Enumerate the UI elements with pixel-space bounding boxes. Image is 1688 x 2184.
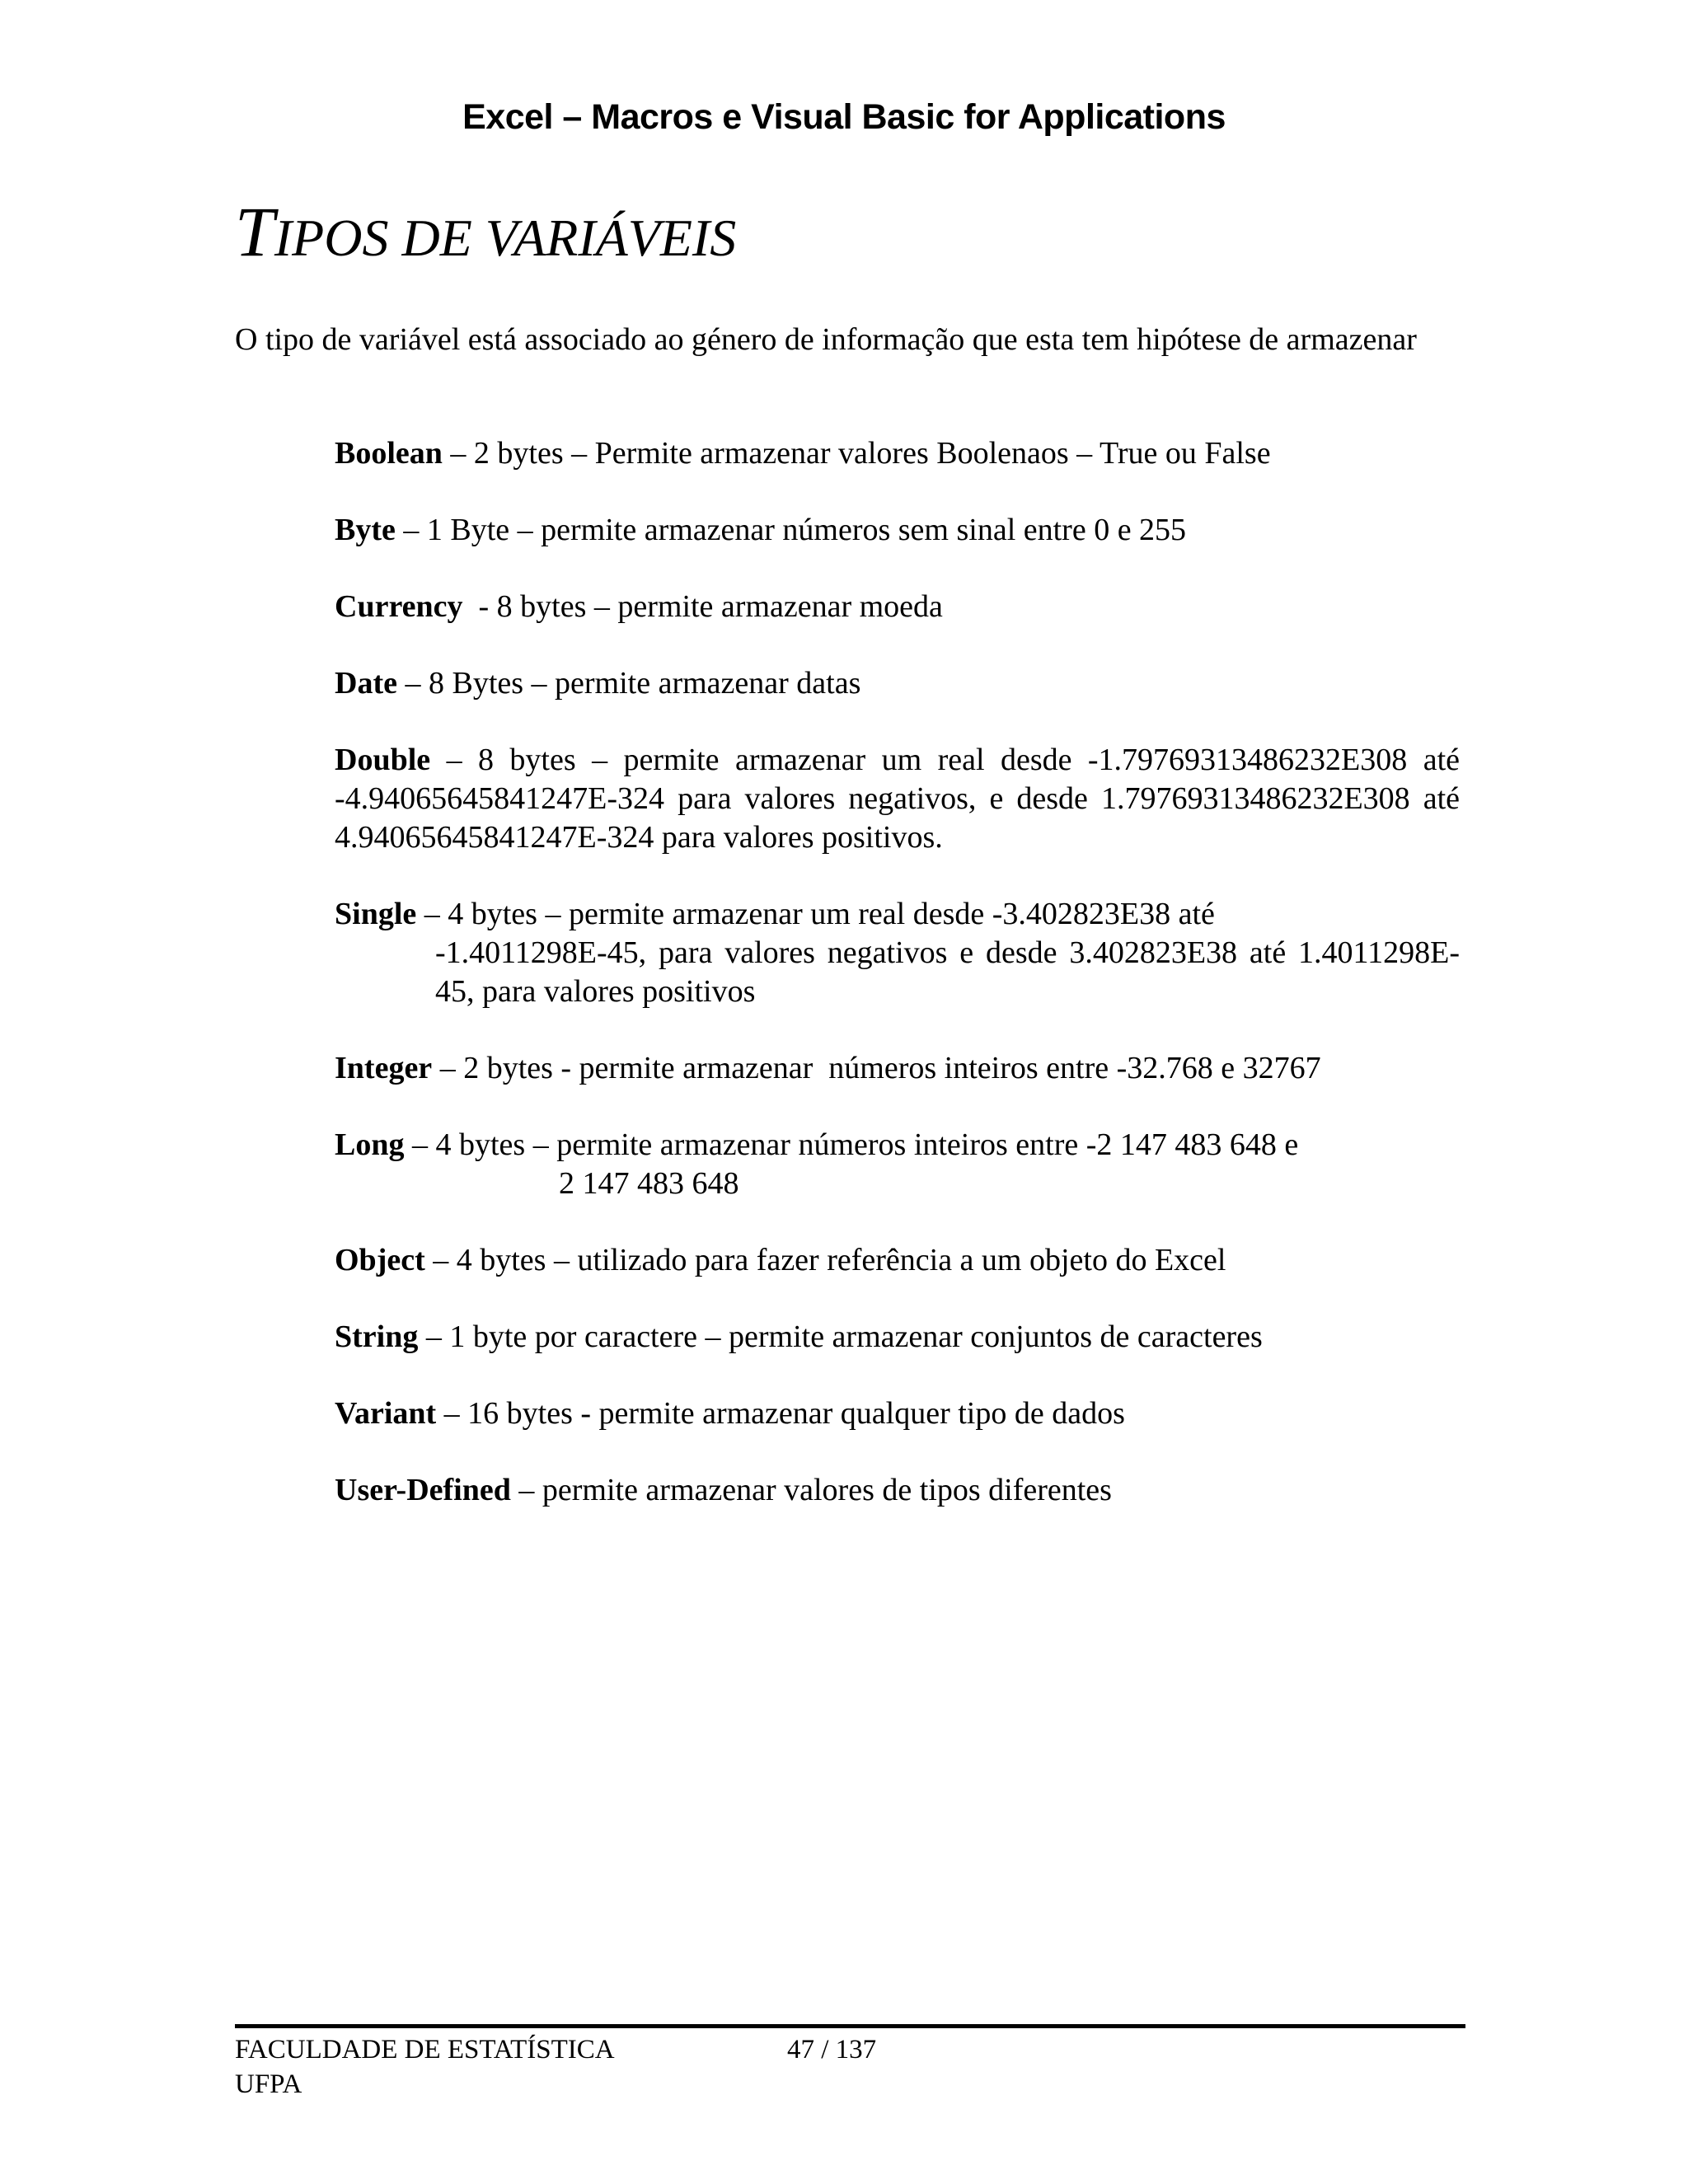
- section-title-rest: IPOS DE VARIÁVEIS: [274, 209, 737, 267]
- type-description-continued: 2 147 483 648: [559, 1166, 739, 1201]
- type-variant: [335, 1394, 1460, 1433]
- type-description: – 1 byte por caractere – permite armazenar conjuntos de caracteres: [418, 1319, 1263, 1354]
- type-name: String: [335, 1319, 419, 1354]
- variable-type-list: [335, 434, 1460, 1548]
- footer-divider: [235, 2024, 1465, 2028]
- type-description: – 16 bytes - permite armazenar qualquer tipo de dados: [436, 1396, 1125, 1431]
- type-name: Byte: [335, 513, 396, 547]
- section-title-initial: T: [235, 192, 274, 271]
- type-boolean: [335, 434, 1460, 473]
- type-description-continued: -1.4011298E-45, para valores negativos e desde 3.402823E38 até 1.4011298E-45, para valores positivos: [435, 935, 1460, 1009]
- type-name: Double: [335, 743, 431, 777]
- type-description: - 8 bytes – permite armazenar moeda: [462, 589, 943, 624]
- footer-university: UFPA: [235, 2069, 302, 2099]
- type-name: Currency: [335, 589, 463, 624]
- type-date: [335, 664, 1460, 703]
- type-byte: [335, 511, 1460, 550]
- type-integer: [335, 1049, 1460, 1088]
- type-long: [335, 1126, 1460, 1203]
- type-description: – 8 bytes – permite armazenar um real desde -1.79769313486232E308 até -4.94065645841247E-324 para valores negativos, e desde 1.79769313486232E308 até 4.94065645841247E-324 para valores positivos.: [335, 743, 1460, 855]
- type-name: Integer: [335, 1051, 433, 1085]
- footer-institution: [235, 2032, 615, 2102]
- intro-paragraph: O tipo de variável está associado ao género de informação que esta tem hipótese de armazenar: [235, 322, 1417, 357]
- type-name: Variant: [335, 1396, 437, 1431]
- type-string: [335, 1318, 1460, 1357]
- type-user-defined: [335, 1471, 1460, 1510]
- type-name: Object: [335, 1243, 425, 1277]
- type-single: [335, 895, 1460, 1011]
- type-name: Single: [335, 897, 417, 931]
- type-description: – 4 bytes – permite armazenar números inteiros entre -2 147 483 648 e: [404, 1127, 1299, 1162]
- type-object: [335, 1241, 1460, 1280]
- type-description: – 2 bytes - permite armazenar números inteiros entre -32.768 e 32767: [432, 1051, 1321, 1085]
- type-description: – permite armazenar valores de tipos diferentes: [510, 1473, 1112, 1507]
- type-description: – 4 bytes – utilizado para fazer referência a um objeto do Excel: [424, 1243, 1226, 1277]
- footer-faculty: FACULDADE DE ESTATÍSTICA: [235, 2035, 615, 2064]
- type-description: – 8 Bytes – permite armazenar datas: [396, 666, 861, 701]
- type-double: [335, 741, 1460, 857]
- type-name: Date: [335, 666, 397, 701]
- type-name: User-Defined: [335, 1473, 511, 1507]
- page-number: 47 / 137: [787, 2035, 877, 2064]
- type-first-line: [335, 895, 1460, 934]
- type-name: Long: [335, 1127, 405, 1162]
- type-name: Boolean: [335, 436, 443, 471]
- type-description: – 1 Byte – permite armazenar números sem sinal entre 0 e 255: [395, 513, 1187, 547]
- page-header: Excel – Macros e Visual Basic for Applications: [462, 97, 1226, 137]
- type-description: – 4 bytes – permite armazenar um real desde -3.402823E38 até: [416, 897, 1215, 931]
- section-title: [235, 192, 737, 271]
- type-currency: [335, 588, 1460, 626]
- type-description: – 2 bytes – Permite armazenar valores Boolenaos – True ou False: [442, 436, 1271, 471]
